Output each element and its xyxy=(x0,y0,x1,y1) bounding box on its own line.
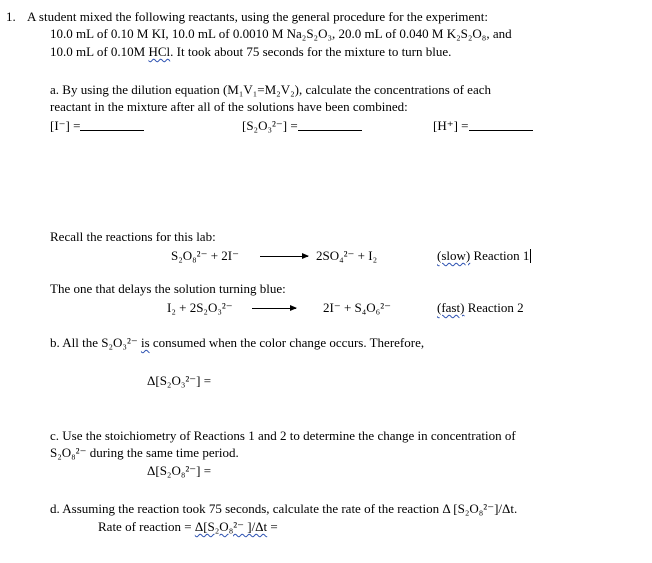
reaction-1-arrow xyxy=(260,256,308,257)
part-c-question: S₂O₈²⁻ during the same time period. xyxy=(50,445,239,460)
reaction-2-speed: (fast) xyxy=(437,300,465,315)
text-cursor xyxy=(530,249,531,263)
reactant-list-line: 10.0 mL of 0.10 M KI, 10.0 mL of 0.0010 M Na₂S₂O₃, 20.0 mL of 0.040 M K₂S₂O₈, and xyxy=(50,26,512,41)
part-a-question: reactant in the mixture after all of the solutions have been combined: xyxy=(50,99,408,114)
reaction-1-speed: (slow) xyxy=(437,248,471,263)
proton-label: [H⁺] = xyxy=(433,118,469,133)
iodide-blank[interactable] xyxy=(80,119,144,131)
hcl-text: HCl xyxy=(148,44,171,59)
delay-text: The one that delays the solution turning blue: xyxy=(50,281,286,296)
reaction-2-products: 2I⁻ + S₄O₆²⁻ xyxy=(323,300,391,315)
part-c-question: c. Use the stoichiometry of Reactions 1 and 2 to determine the change in concentration of xyxy=(50,428,516,443)
thiosulfate-blank[interactable] xyxy=(298,119,362,131)
iodide-label: [I⁻] = xyxy=(50,118,81,133)
reaction-2-arrow xyxy=(252,308,296,309)
part-a-question: a. By using the dilution equation (M₁V₁=M₂V₂), calculate the concentrations of each xyxy=(50,82,491,97)
thiosulfate-answer xyxy=(242,118,362,133)
reaction-1-label: (slow) Reaction 1 xyxy=(437,248,530,263)
rate-answer[interactable]: Rate of reaction = Δ[S₂O₈²⁻ ]/Δt = xyxy=(98,519,278,534)
reaction-1-products: 2SO₄²⁻ + I₂ xyxy=(316,248,378,263)
part-d-question: d. Assuming the reaction took 75 seconds, calculate the rate of the reaction Δ [S₂O₈²⁻]/Δt. xyxy=(50,501,518,516)
problem-number: 1. xyxy=(6,9,16,24)
reaction-2-label: (fast) Reaction 2 xyxy=(437,300,524,315)
reactant-list-line: 10.0 mL of 0.10M HCl. It took about 75 seconds for the mixture to turn blue. xyxy=(50,44,452,59)
reaction-1-reactants: S₂O₈²⁻ + 2I⁻ xyxy=(171,248,239,263)
problem-intro: A student mixed the following reactants, using the general procedure for the experiment: xyxy=(27,9,488,24)
proton-blank[interactable] xyxy=(469,119,533,131)
proton-answer xyxy=(433,118,533,133)
is-text: is xyxy=(140,335,150,350)
delta-persulfate-answer[interactable]: Δ[S₂O₈²⁻] = xyxy=(147,463,212,478)
reaction-2-reactants: I₂ + 2S₂O₃²⁻ xyxy=(167,300,233,315)
iodide-answer xyxy=(50,118,144,133)
part-b-question: b. All the S₂O₃²⁻ is consumed when the color change occurs. Therefore, xyxy=(50,335,425,350)
delta-thiosulfate-answer[interactable]: Δ[S₂O₃²⁻] = xyxy=(147,373,212,388)
rate-expression: Δ[S₂O₈²⁻ ]/Δt xyxy=(194,519,268,534)
thiosulfate-label: [S₂O₃²⁻] = xyxy=(242,118,298,133)
recall-text: Recall the reactions for this lab: xyxy=(50,229,216,244)
